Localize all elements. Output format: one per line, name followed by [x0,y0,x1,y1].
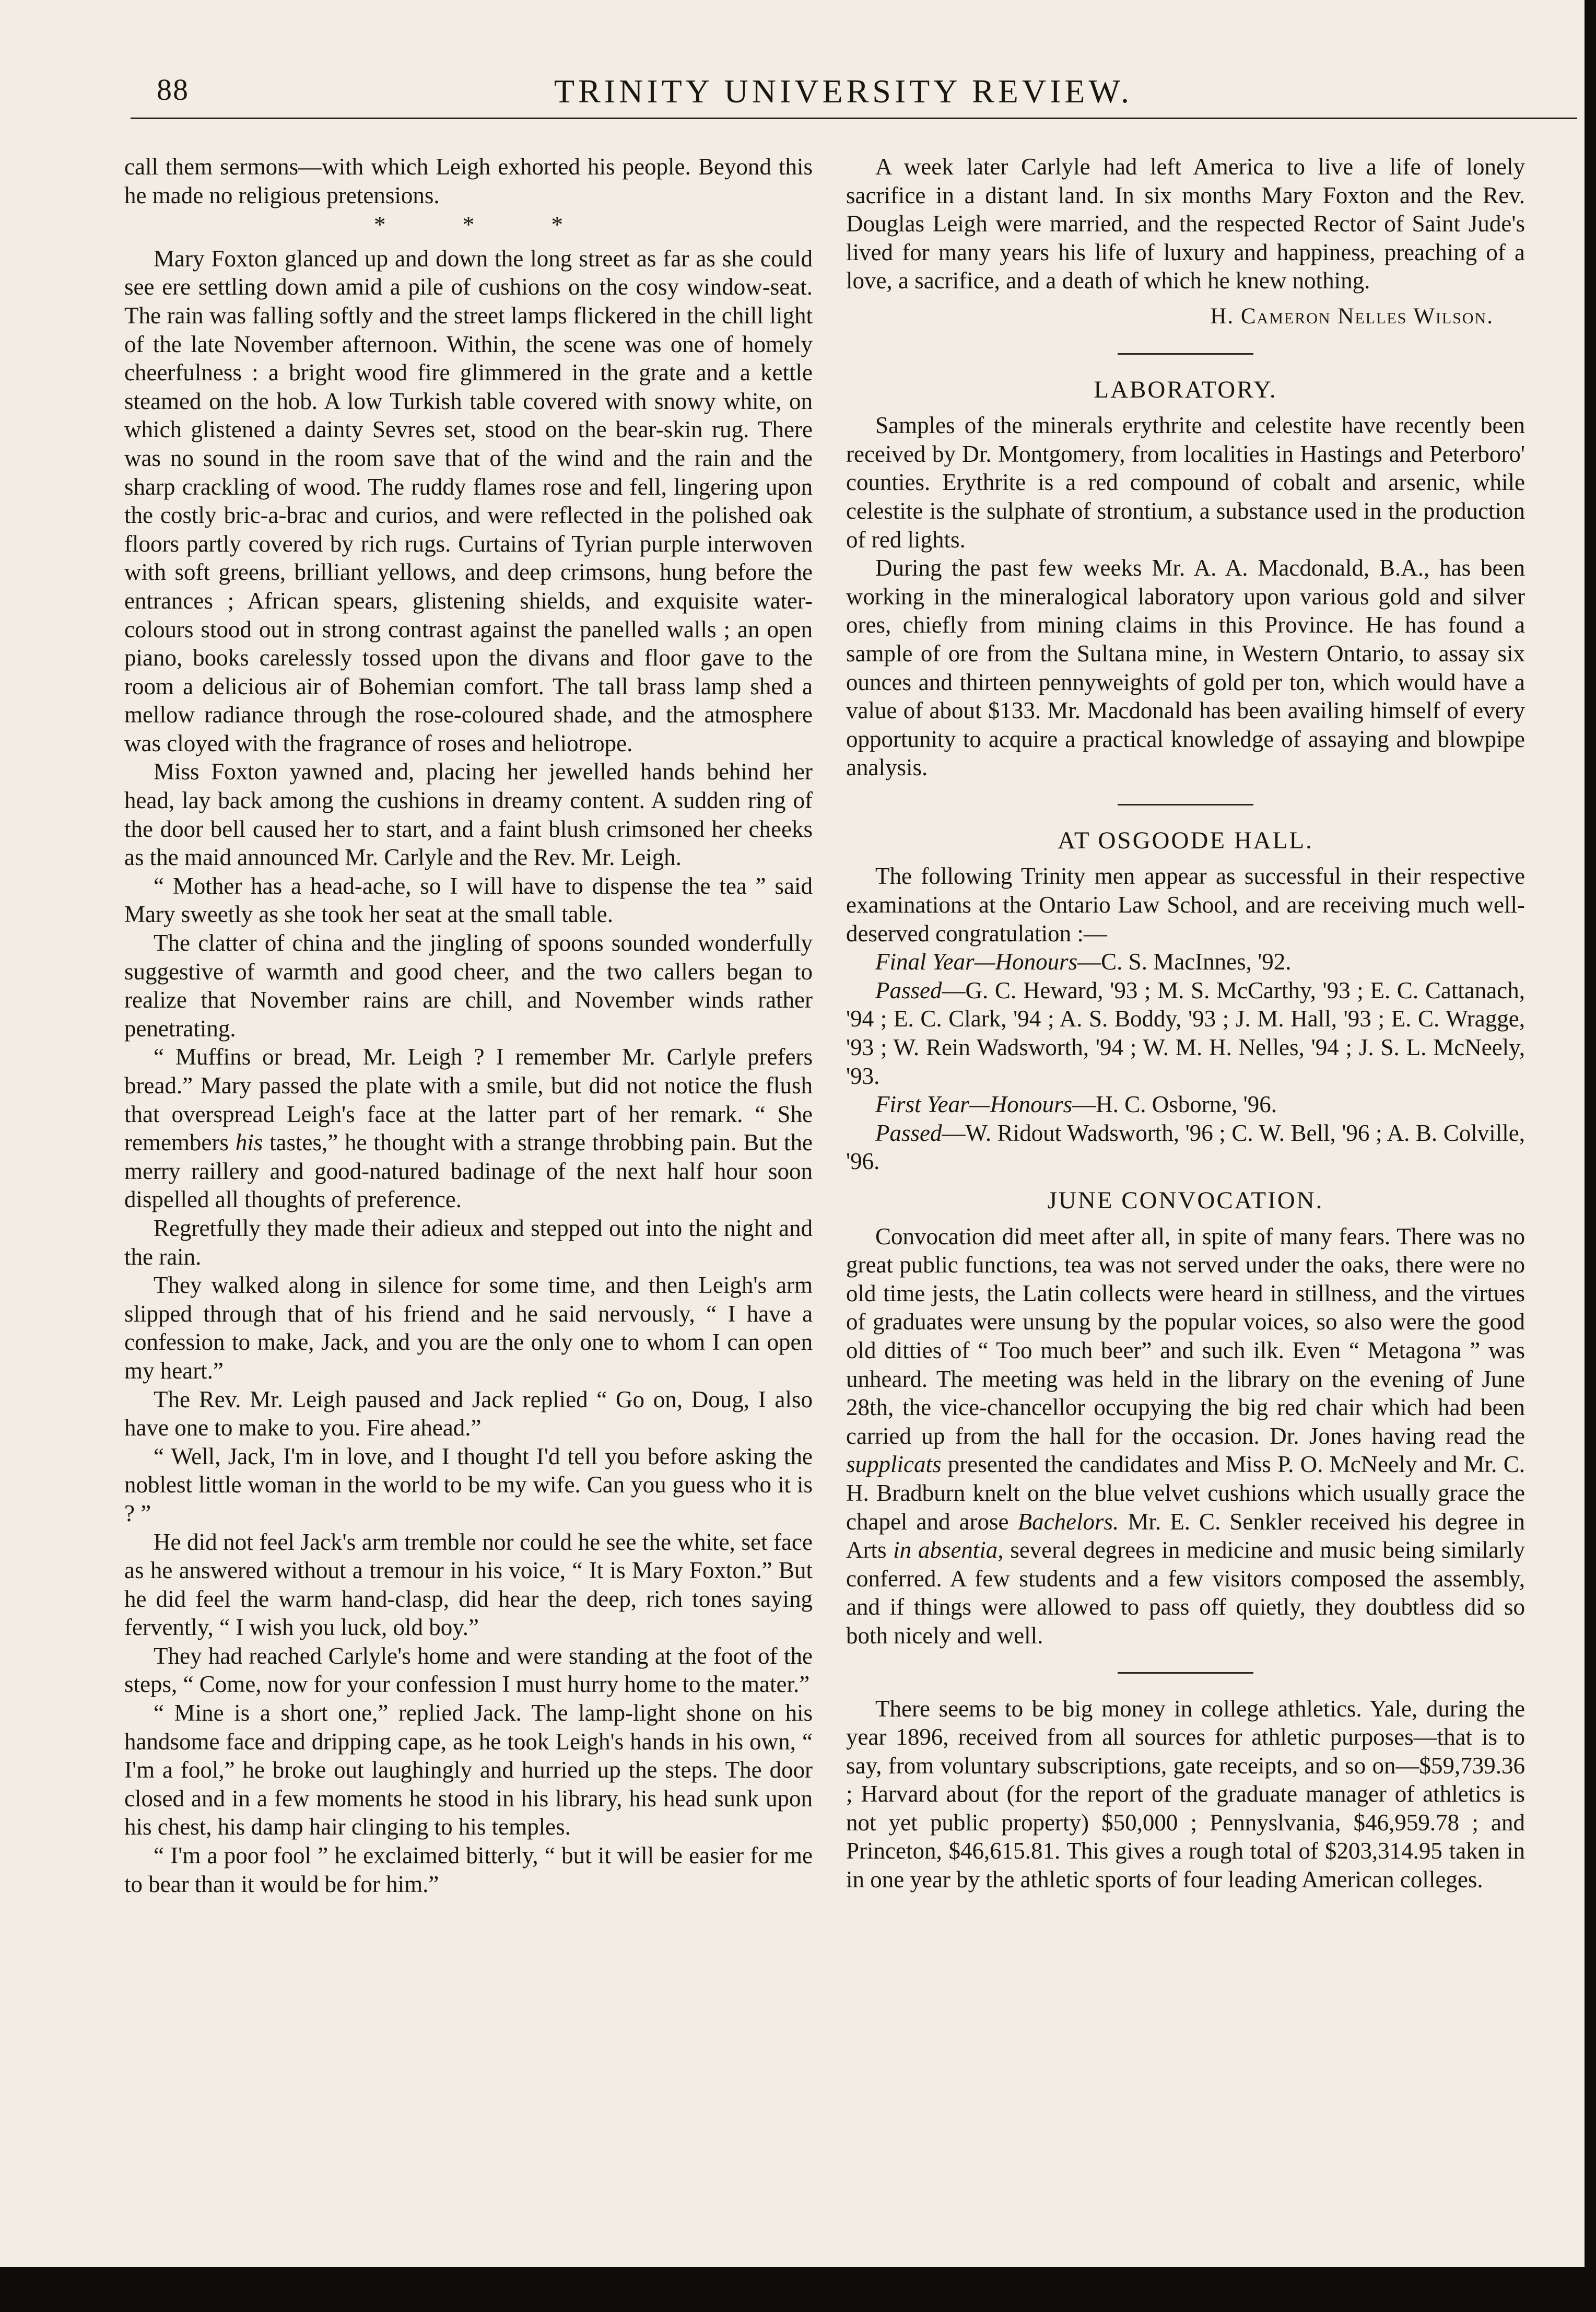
story-paragraph: Regretfully they made their adieux and stepped out into the night and the rain. [124,1215,813,1270]
story-paragraph: “ Well, Jack, I'm in love, and I thought I'd tell you before asking the noblest little woman in the world to be my wife. Can you guess who it is ? ” [124,1443,813,1526]
section-divider [1118,353,1253,355]
page-number: 88 [157,73,189,107]
running-title: TRINITY UNIVERSITY REVIEW. [554,73,1133,110]
story-paragraph: Mary Foxton glanced up and down the long street as far as she could see ere settling down amid a pile of cushions on the cosy window-seat. The rain was falling softly and the street lamps flickered in the chill light of the late November afternoon. Within, the scene was one of homely cheerfulness : a bright wood fire glimmered in the grate and a kettle steamed on the hob. A low Turkish table covered with snowy white, on which glistened a dainty Sevres set, stood on the bear-skin rug. There was no sound in the room save that of the wind and the rain and the sharp crackling of wood. The ruddy flames rose and fell, lingering upon the costly bric-a-brac and curios, and were reflected in the polished oak floors partly covered by rich rugs. Curtains of Tyrian purple interwoven with soft greens, brilliant yellows, and deep crimsons, hung before the entrances ; African spears, glistening shields, and exquisite water-colours stood out in strong contrast against the panelled walls ; an open piano, books carelessly tossed upon the divans and floor gave to the room a delicious air of Bohemian comfort. The tall brass lamp shed a mellow radiance through the rose-coloured shade, and the atmosphere was cloyed with the fragrance of roses and heliotrope. [124,245,813,756]
convocation-emphasis: Bachelors. [1017,1508,1119,1535]
story-paragraph: “ Mine is a short one,” replied Jack. The lamp-light shone on his handsome face and dripping cape, as he took Leigh's hands in his own, “ I'm a fool,” he broke out laughingly and hurried up the steps. The door closed and in a few moments he stood in his library, his head sunk upon his chest, his damp hair clinging to his temples. [124,1700,813,1840]
osgoode-paragraph: The following Trinity men appear as successful in their respective examinations at the Ontario Law School, and are receiving much well-deserved congratulation :— [846,863,1525,947]
convocation-text: Convocation did meet after all, in spite of many fears. There was no great public functions, tea was not served under the oaks, there were no old time jests, the Latin collects were heard in stillness, and the virtues of graduates were unsung by the popular voices, so also were the good old ditties of “ Too much beer” and such ilk. Even “ Metagona ” was unheard. The meeting was held in the library on the evening of June 28th, the vice-chancellor occupying the big red chair which had been carried up from the hall for the occasion. Dr. Jones having read the [846,1223,1525,1449]
results-label: First Year—Honours [875,1091,1073,1118]
story-emphasis: his [235,1129,263,1156]
scan-bottom-band [0,2267,1596,2312]
story-paragraph: The clatter of china and the jingling of spoons sounded wonderfully suggestive of warmth and good cheer, and the two callers began to realize that November rains are chill, and November winds rather penetrating. [124,930,813,1042]
story-paragraph [124,1043,813,1214]
page-header [157,67,1530,119]
results-text: —W. Ridout Wadsworth, '96 ; C. W. Bell, '96 ; A. B. Colville, '96. [846,1119,1525,1175]
section-title-june-convocation: JUNE CONVOCATION. [1047,1187,1324,1214]
results-text: —C. S. MacInnes, '92. [1077,949,1292,975]
results-text: —G. C. Heward, '93 ; M. S. McCarthy, '93 ; E. C. Cattanach, '94 ; E. C. Clark, '94 ; A. S. Boddy, '93 ; J. M. Hall, '93 ; E. C. Wragge, '93 ; W. Rein Wadsworth, '94 ; W. M. H. Nelles, '94 ; J. S. L. McNeely, '93. [846,977,1525,1089]
results-line [846,1090,1525,1119]
section-break: * * * [374,212,598,238]
results-line [846,1119,1525,1176]
header-rule [131,118,1577,119]
story-paragraph: “ Mother has a head-ache, so I will have to dispense the tea ” said Mary sweetly as she took her seat at the small table. [124,872,813,928]
laboratory-paragraph: During the past few weeks Mr. A. A. Macdonald, B.A., has been working in the mineralogical laboratory upon various gold and silver ores, chiefly from mining claims in this Province. He has found a sample of ore from the Sultana mine, in Western Ontario, to assay six ounces and thirteen pennyweights of gold per ton, which would have a value of about $133. Mr. Macdonald has been availing himself of every opportunity to acquire a practical knowledge of assaying and blowpipe analysis. [846,555,1525,781]
story-paragraph: “ I'm a poor fool ” he exclaimed bitterly, “ but it will be easier for me to bear than it would be for him.” [124,1842,813,1897]
story-paragraph: They walked along in silence for some time, and then Leigh's arm slipped through that of his friend and he said nervously, “ I have a confession to make, Jack, and you are the only one to whom I can open my heart.” [124,1272,813,1384]
results-text: —H. C. Osborne, '96. [1072,1091,1277,1118]
story-paragraph: Miss Foxton yawned and, placing her jewelled hands behind her head, lay back among the cushions in dreamy content. A sudden ring of the door bell caused her to start, and a faint blush crimsoned her cheeks as the maid announced Mr. Carlyle and the Rev. Mr. Leigh. [124,758,813,871]
athletics-paragraph: There seems to be big money in college athletics. Yale, during the year 1896, received from all sources for athletic purposes—that is to say, from voluntary subscriptions, gate receipts, and so on—$59,739.36 ; Harvard about (for the report of the graduate manager of athletics is not yet public property) $50,000 ; Pennyslvania, $46,959.78 ; and Princeton, $46,615.81. This gives a rough total of $203,314.95 taken in in one year by the athletic sports of four leading American colleges. [846,1695,1525,1893]
section-title-laboratory: LABORATORY. [1094,376,1277,403]
section-title-osgoode: AT OSGOODE HALL. [1058,826,1313,854]
convocation-emphasis: in absentia, [893,1537,1004,1563]
convocation-paragraph [846,1222,1525,1650]
results-label: Final Year—Honours [875,949,1078,975]
convocation-text: several degrees in medicine and music being similarly conferred. A few students and a few visitors composed the assembly, and if things were allowed to pass off quietly, they doubtless did so both nicely and well. [846,1537,1525,1649]
story-text: “ Muffins or bread, Mr. Leigh ? I remember Mr. Carlyle prefers bread.” Mary passed the plate with a smile, but did not notice the flush that overspread Leigh's face at the latter part of her remark. “ She remembers [124,1044,813,1156]
results-label: Passed [875,1119,942,1146]
scan-edge [1585,0,1596,2312]
story-paragraph: A week later Carlyle had left America to live a life of lonely sacrifice in a distant land. In six months Mary Foxton and the Rev. Douglas Leigh were married, and the respected Rector of Saint Jude's lived for many years his life of luxury and happiness, preaching of a love, a sacrifice, and a death of which he knew nothing. [846,154,1525,294]
author-byline: H. Cameron Nelles Wilson. [1210,303,1494,329]
story-paragraph: They had reached Carlyle's home and were standing at the foot of the steps, “ Come, now for your confession I must hurry home to the mater.” [124,1642,813,1698]
story-paragraph: The Rev. Mr. Leigh paused and Jack replied “ Go on, Doug, I also have one to make to you. Fire ahead.” [124,1386,813,1441]
results-line [846,976,1525,1090]
convocation-emphasis: supplicats [846,1451,942,1478]
results-line [846,948,1525,976]
convocation-text: presented the candidates and Miss P. O. McNeely and Mr. C. H. Bradburn knelt on the blue velvet cushions which usually grace the chapel and arose [846,1451,1525,1535]
results-label: Passed [875,977,942,1003]
section-divider [1118,804,1253,805]
left-column [124,153,813,1898]
story-paragraph: He did not feel Jack's arm tremble nor could he see the white, set face as he answered without a tremour in his voice, “ It is Mary Foxton.” But he did feel the warm hand-clasp, did hear the deep, rich tones saying fervently, “ I wish you luck, old boy.” [124,1528,813,1641]
right-column [846,153,1525,1894]
convocation-text: Mr. E. C. Senkler received his degree in Arts [846,1508,1525,1563]
story-paragraph: call them sermons—with which Leigh exhorted his people. Beyond this he made no religious pretensions. [124,154,813,208]
laboratory-paragraph: Samples of the minerals erythrite and celestite have recently been received by Dr. Montgomery, from localities in Hastings and Peterboro' counties. Erythrite is a red compound of cobalt and arsenic, while celestite is the sulphate of strontium, a substance used in the production of red lights. [846,412,1525,553]
story-text: tastes,” he thought with a strange throbbing pain. But the merry raillery and good-natured badinage of the next half hour soon dispelled all thoughts of preference. [124,1129,813,1213]
section-divider [1118,1672,1253,1674]
